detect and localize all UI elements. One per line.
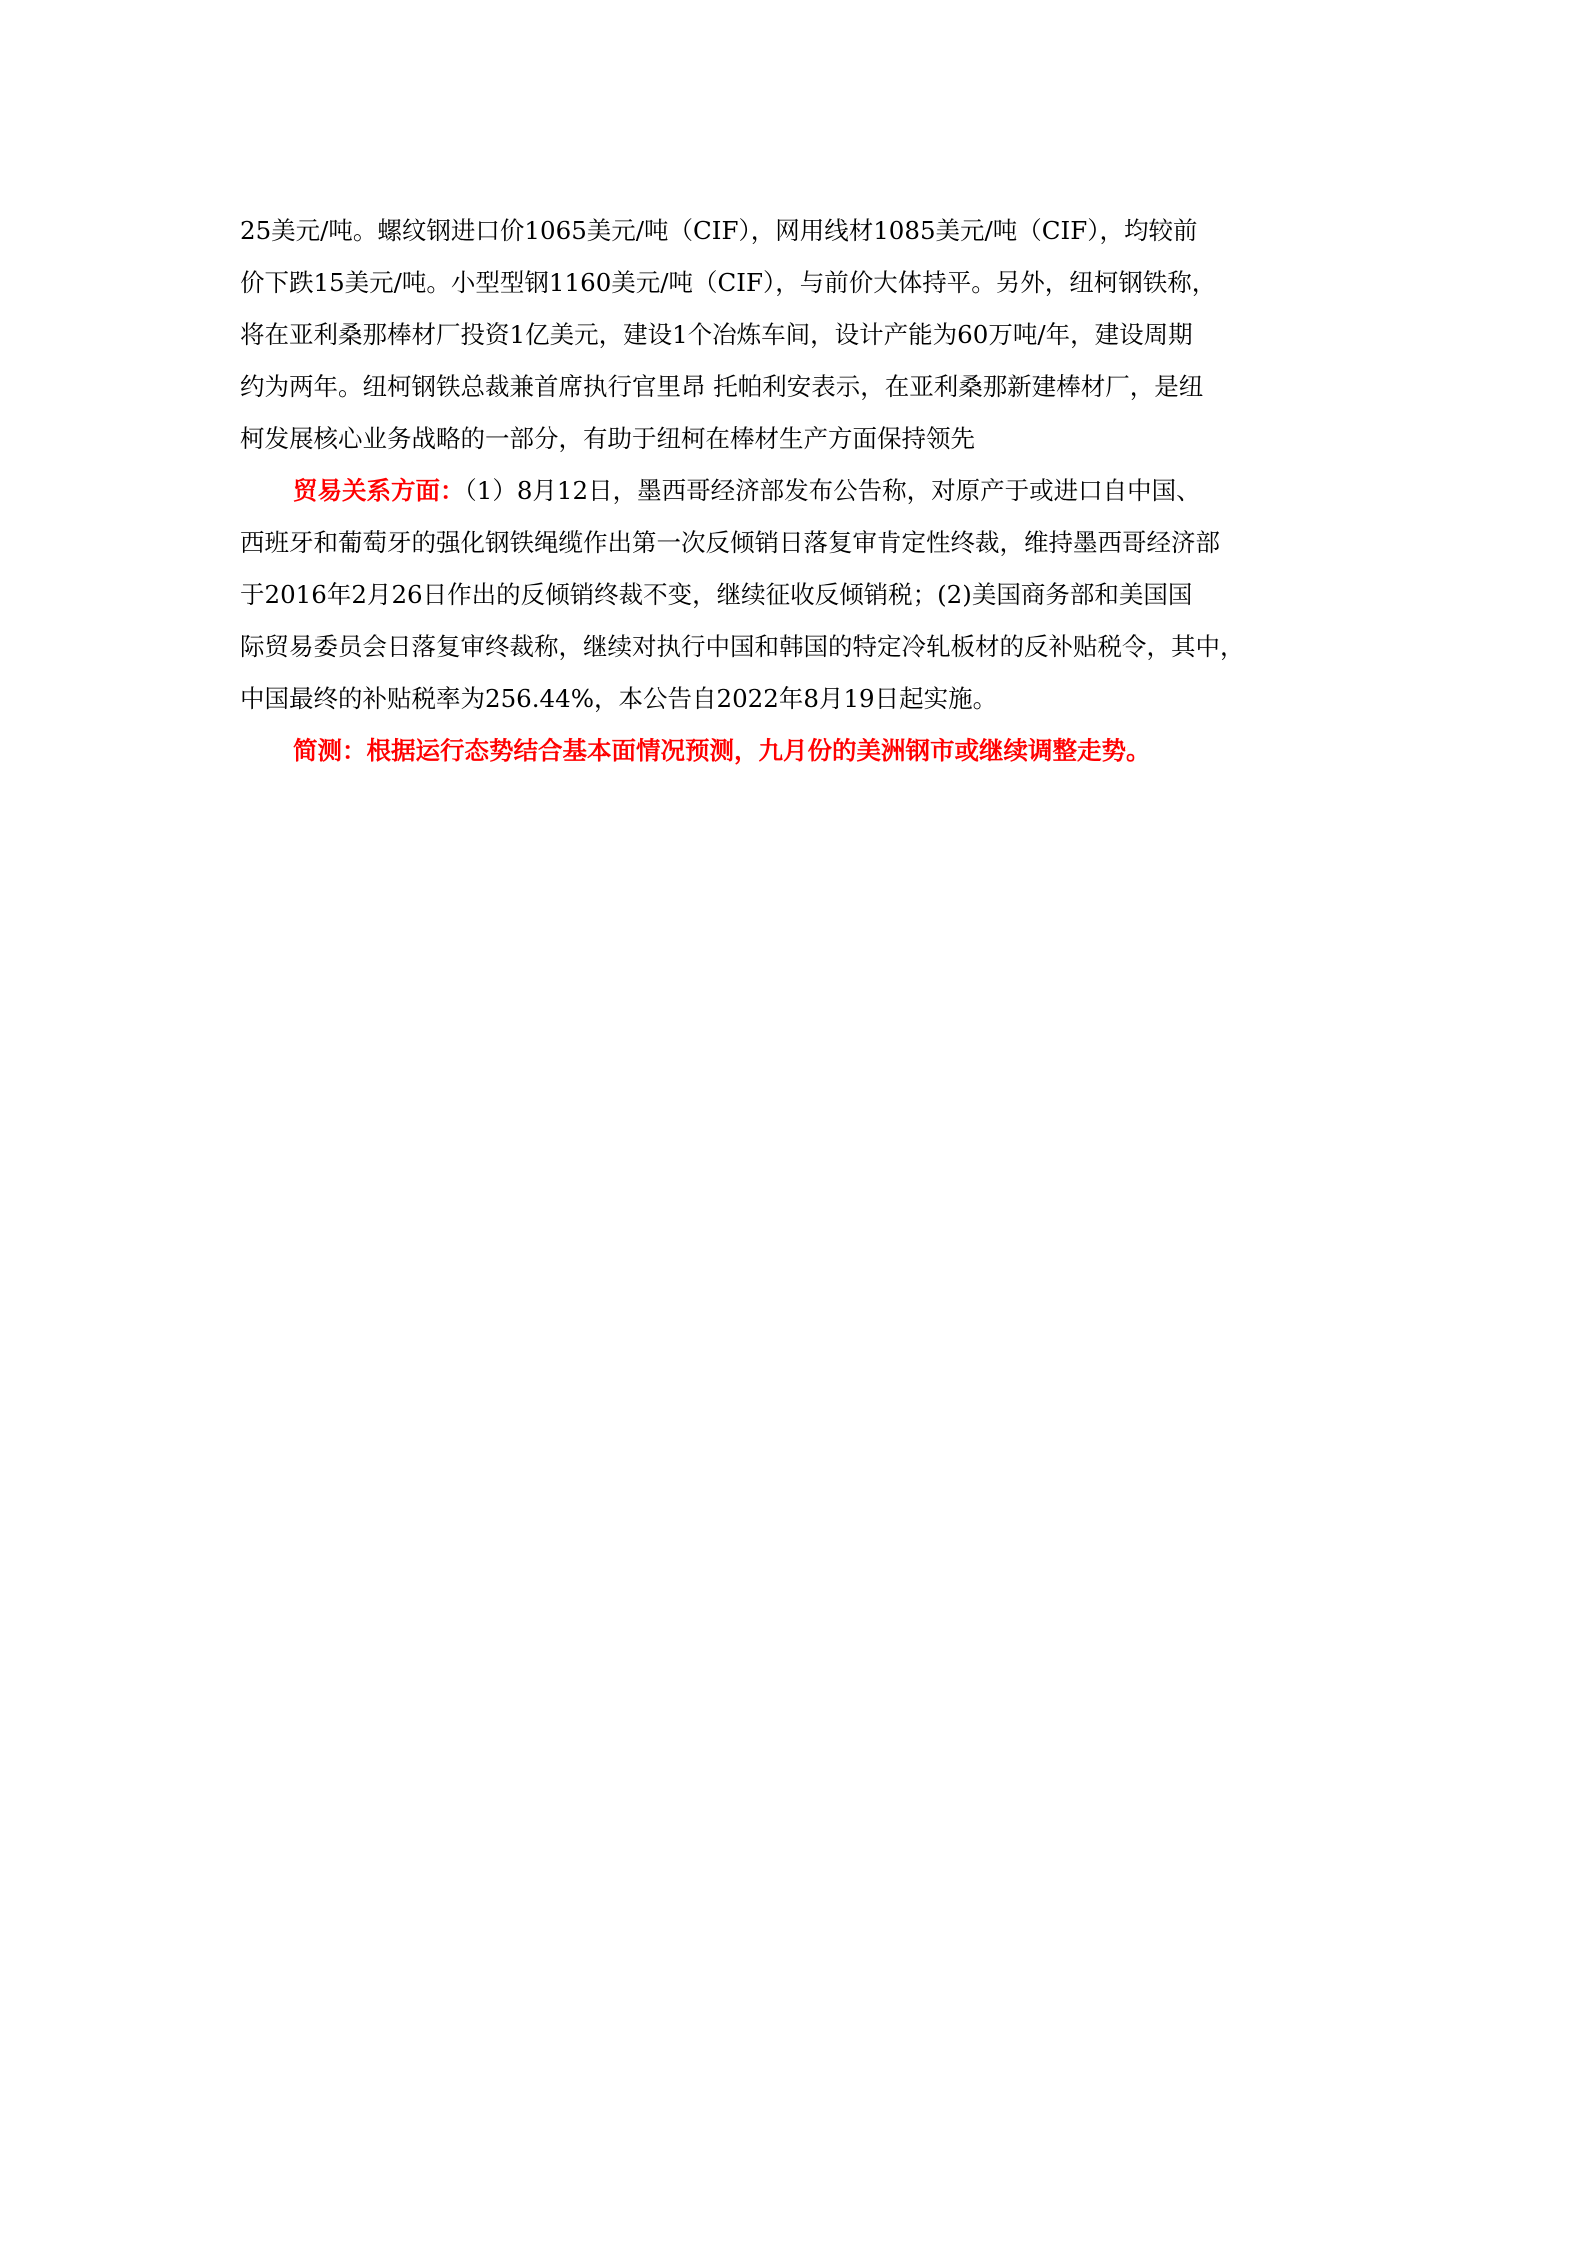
text-line: 于2016年2月26日作出的反倾销终裁不变，继续征收反倾销税；(2)美国商务部和美国国 (240, 580, 1193, 609)
text-line: 西班牙和葡萄牙的强化钢铁绳缆作出第一次反倾销日落复审肯定性终裁，维持墨西哥经济部 (240, 528, 1220, 557)
paragraph-trade-relations (240, 465, 1352, 725)
paragraph-price-update (240, 205, 1352, 465)
paragraph-forecast (240, 725, 1352, 777)
text-line: 25美元/吨。螺纹钢进口价1065美元/吨（CIF），网用线材1085美元/吨（CIF），均较前 (240, 216, 1198, 245)
document-body (240, 205, 1352, 777)
text-line: 将在亚利桑那棒材厂投资1亿美元，建设1个冶炼车间，设计产能为60万吨/年，建设周期 (240, 320, 1193, 349)
text-line: 价下跌15美元/吨。小型型钢1160美元/吨（CIF），与前价大体持平。另外，纽柯钢铁称， (240, 268, 1217, 297)
text-line: 际贸易委员会日落复审终裁称，继续对执行中国和韩国的特定冷轧板材的反补贴税令，其中， (240, 632, 1245, 661)
forecast-conclusion: 简测：根据运行态势结合基本面情况预测，九月份的美洲钢市或继续调整走势。 (293, 736, 1151, 765)
text-line: 中国最终的补贴税率为256.44%，本公告自2022年8月19日起实施。 (240, 684, 998, 713)
trade-relations-first-line: （1）8月12日，墨西哥经济部发布公告称，对原产于或进口自中国、 (464, 476, 1201, 505)
text-line (240, 465, 1352, 517)
trade-relations-label: 贸易关系方面： (293, 476, 465, 505)
text-line: 柯发展核心业务战略的一部分，有助于纽柯在棒材生产方面保持领先 (240, 424, 975, 453)
text-line: 约为两年。纽柯钢铁总裁兼首席执行官里昂 托帕利安表示，在亚利桑那新建棒材厂，是纽 (240, 372, 1204, 401)
